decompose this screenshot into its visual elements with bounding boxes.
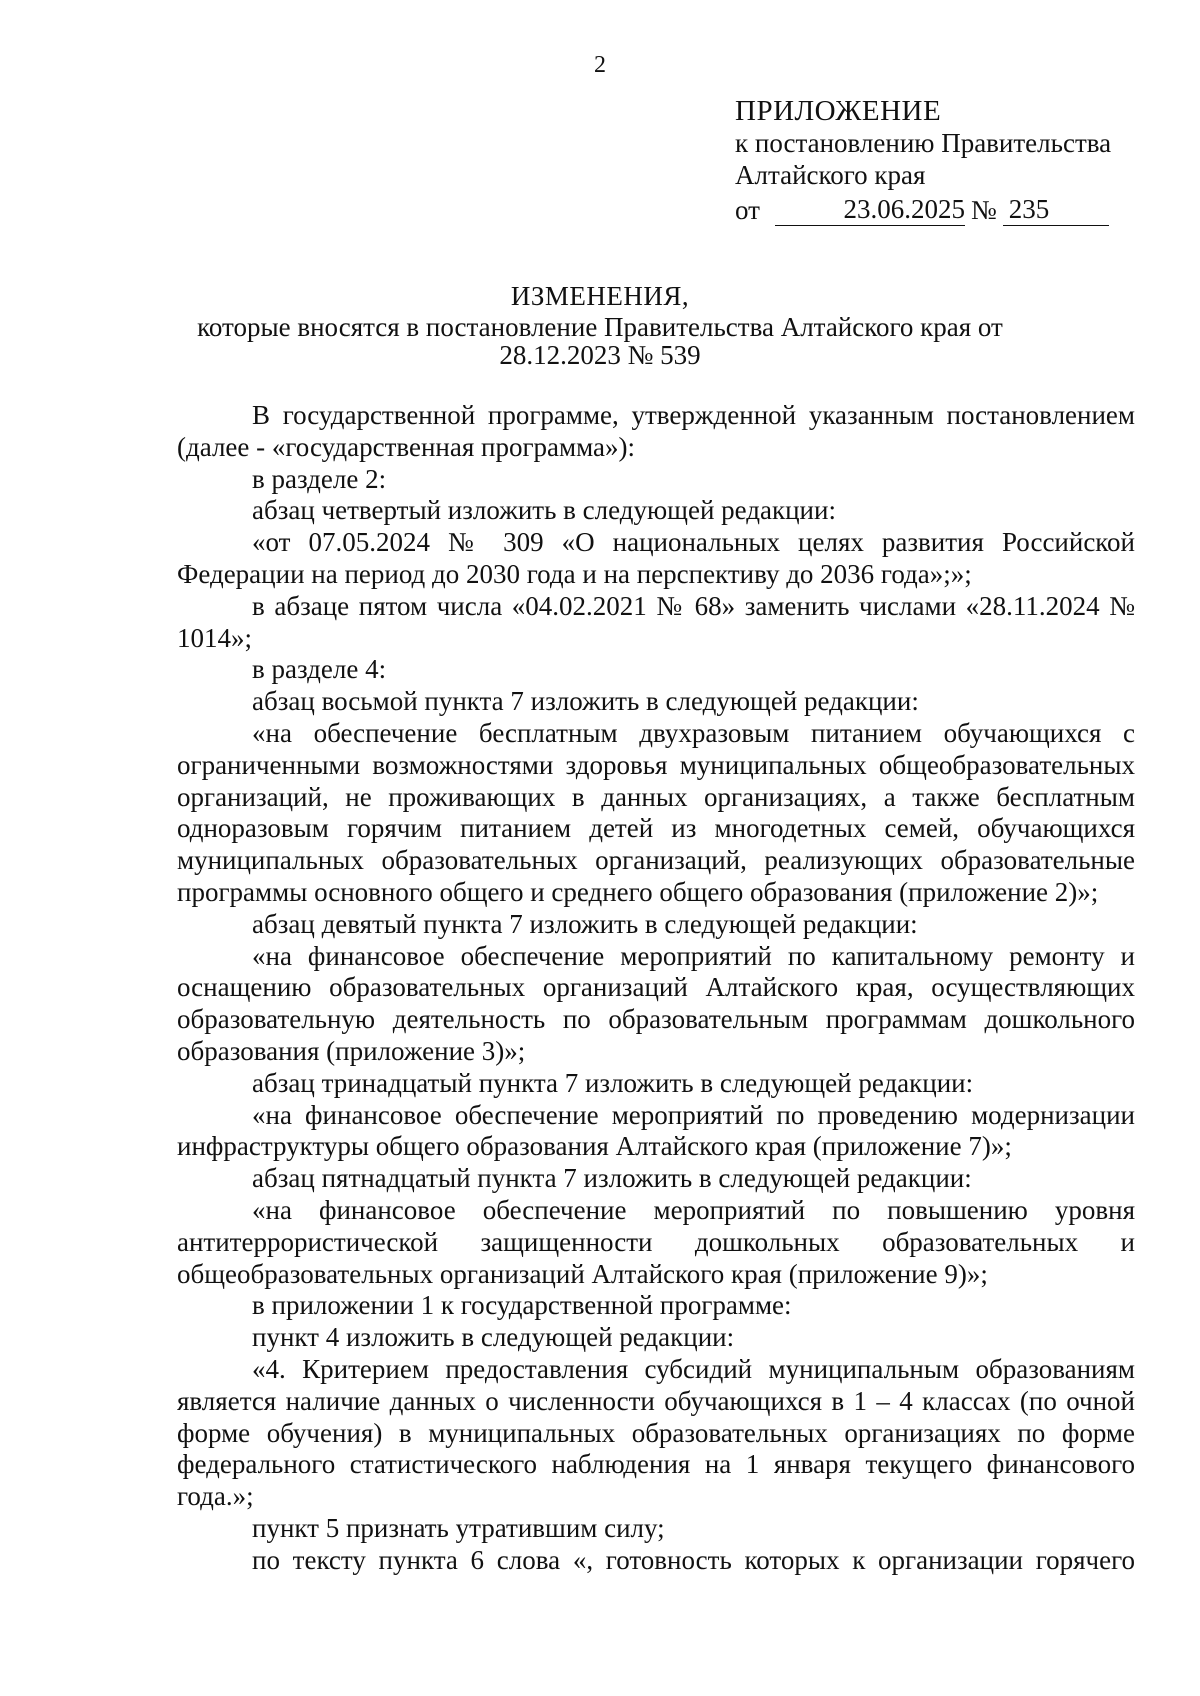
appendix-block: [735, 95, 1175, 226]
paragraph: «на финансовое обеспечение мероприятий по капитальному ремонту и оснащению образовательных организаций Алтайского края, осуществляющих образовательную деятельность по образовательным программам дошкольного образования (приложение 3)»;: [177, 940, 1135, 1066]
paragraph: абзац восьмой пункта 7 изложить в следующей редакции:: [252, 686, 919, 717]
document-title: ИЗМЕНЕНИЯ,: [510, 281, 690, 311]
paragraph: по тексту пункта 6 слова «, готовность которых к организации горячего: [252, 1544, 1135, 1575]
paragraph: в абзаце пятом числа «04.02.2021 № 68» заменить числами «28.11.2024 № 1014»;: [177, 590, 1135, 653]
number-sign: №: [971, 195, 997, 225]
paragraph: абзац пятнадцатый пункта 7 изложить в следующей редакции:: [252, 1163, 972, 1194]
paragraph: «на обеспечение бесплатным двухразовым питанием обучающихся с ограниченными возможностями здоровья муниципальных общеобразовательных организаций, не проживающих в данных организациях, а также бесплатным одноразовым горячим питанием детей из многодетных семей, обучающихся муниципальных образовательных организаций, реализующих образовательные программы основного общего и среднего общего образования (приложение 2)»;: [177, 717, 1135, 907]
paragraph: пункт 4 изложить в следующей редакции:: [252, 1322, 735, 1353]
document-subtitle-line-1: которые вносятся в постановление Правительства Алтайского края от: [197, 312, 1003, 342]
paragraph: «на финансовое обеспечение мероприятий по проведению модернизации инфраструктуры общего образования Алтайского края (приложение 7)»;: [177, 1099, 1135, 1162]
resolution-number: 235: [1003, 193, 1109, 226]
appendix-date-row: [735, 193, 1175, 226]
page-number: 2: [594, 52, 606, 78]
appendix-line-2: Алтайского края: [735, 160, 926, 190]
document-heading: [0, 282, 1200, 369]
paragraph: «4. Критерием предоставления субсидий муниципальным образованиям является наличие данных о численности обучающихся в 1 – 4 классах (по очной форме обучения) в муниципальных образовательных организациях по форме федерального статистического наблюдения на 1 января текущего финансового года.»;: [177, 1353, 1135, 1512]
paragraph: абзац тринадцатый пункта 7 изложить в следующей редакции:: [252, 1067, 974, 1098]
paragraph: в разделе 2:: [252, 463, 387, 494]
document-subtitle-line-2: 28.12.2023 № 539: [499, 340, 701, 370]
paragraph: абзац девятый пункта 7 изложить в следующей редакции:: [252, 908, 918, 939]
paragraph: в приложении 1 к государственной программе:: [252, 1290, 792, 1321]
paragraph: пункт 5 признать утратившим силу;: [252, 1512, 665, 1543]
paragraph: В государственной программе, утвержденной указанным постановлением (далее - «государственная программа»):: [177, 400, 1135, 462]
paragraph: абзац четвертый изложить в следующей редакции:: [252, 495, 836, 526]
appendix-line-1: к постановлению Правительства: [735, 128, 1112, 158]
resolution-date: 23.06.2025: [775, 193, 965, 226]
paragraph: «от 07.05.2024 № 309 «О национальных целях развития Российской Федерации на период до 2030 года и на перспективу до 2036 года»;»;: [177, 527, 1135, 589]
from-label: от: [735, 195, 760, 225]
paragraph: «на финансовое обеспечение мероприятий по повышению уровня антитеррористической защищенности дошкольных образовательных и общеобразовательных организаций Алтайского края (приложение 9)»;: [177, 1194, 1135, 1289]
paragraph: в разделе 4:: [252, 654, 387, 685]
appendix-title: ПРИЛОЖЕНИЕ: [735, 95, 942, 127]
document-body: [177, 400, 1135, 1576]
